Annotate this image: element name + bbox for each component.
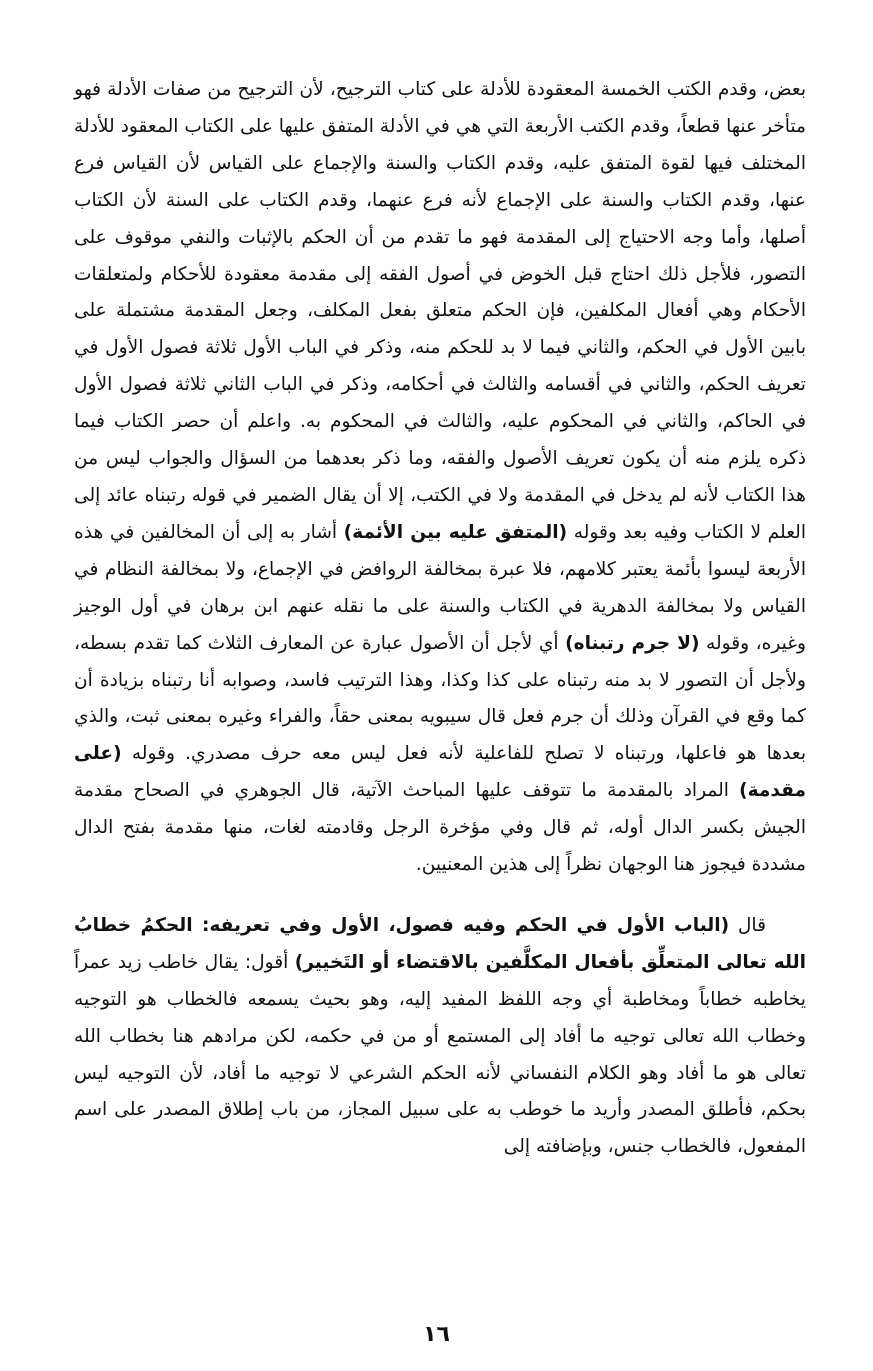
quoted-text-segment: (على مقدمة) bbox=[74, 743, 806, 802]
paragraph-commentary bbox=[74, 72, 806, 884]
text-segment: قال bbox=[729, 914, 766, 936]
text-segment: أي لأجل أن الأصول عبارة عن المعارف الثلاث كما تقدم بسطه، ولأجل أن التصور لا بد منه رتبناه على كذا وكذا، وهذا الترتيب فاسد، وصوابه أنا رتبناه بزيادة أن كما وقع في القرآن وذلك أن جرم فعل قال سيبويه بمعنى حقاً، والفراء وغيره بمعنى ثبت، والذي بعدها هو فاعلها، ورتبناه لا تصلح للفاعلية لأنه فعل ليس معه حرف مصدري. وقوله bbox=[74, 632, 806, 765]
quoted-text-segment: (الباب الأول في الحكم وفيه فصول، الأول وفي تعريفه: الحكمُ خطابُ الله تعالى المتعلِّق بأفعال المكلَّفين بالاقتضاء أو التَخيير) bbox=[74, 914, 806, 973]
paragraph-chapter-one bbox=[74, 908, 806, 1166]
text-segment: بعض، وقدم الكتب الخمسة المعقودة للأدلة على كتاب الترجيح، لأن الترجيح من صفات الأدلة فهو متأخر عنها قطعاً، وقدم الكتب الأربعة التي هي في الأدلة المتفق عليها على الكتاب المعقود للأدلة المختلف فيها لقوة المتفق عليه، وقدم الكتاب والسنة والإجماع على القياس لأن القياس فرع عنها، وقدم الكتاب والسنة على الإجماع لأنه فرع عنهما، وقدم الكتاب على السنة لأن الكتاب أصلها، وأما وجه الاحتياج إلى المقدمة فهو ما تقدم من أن الحكم بالإثبات والنفي موقوف على التصور، فلأجل ذلك احتاج قبل الخوض في أصول الفقه إلى مقدمة معقودة للأحكام ولمتعلقات الأحكام وهي أفعال المكلفين، فإن الحكم متعلق بفعل المكلف، وجعل المقدمة مشتملة على بابين الأول في الحكم، والثاني فيما لا بد للحكم منه، وذكر في الباب الأول ثلاثة فصول الأول في تعريف الحكم، والثاني في أقسامه والثالث في أحكامه، وذكر في الباب الثاني ثلاثة فصول الأول في الحاكم، والثاني في المحكوم عليه، والثالث في المحكوم به. واعلم أن حصر الكتاب فيما ذكره يلزم منه أن يكون تعريف الأصول والفقه، وما ذكر بعدهما من السؤال والجواب ليس من هذا الكتاب لأنه لم يدخل في المقدمة ولا في الكتب، إلا أن يقال الضمير في قوله رتبناه عائد إلى العلم لا الكتاب وفيه بعد وقوله bbox=[74, 79, 806, 543]
text-segment: المراد بالمقدمة ما تتوقف عليها المباحث الآتية، قال الجوهري في الصحاح مقدمة الجيش بكسر الدال أوله، ثم قال وفي مؤخرة الرجل وقادمته لغات، منها مقدمة بفتح الدال مشددة فيجوز هنا الوجهان نظراً إلى هذين المعنيين. bbox=[74, 780, 806, 876]
quoted-text-segment: (لا جرم رتبناه) bbox=[565, 632, 700, 654]
text-segment: أشار به إلى أن المخالفين في هذه الأربعة ليسوا بأئمة يعتبر كلامهم، فلا عبرة بمخالفة الروافض في الإجماع، ولا بمخالفة النظام في القياس ولا بمخالفة الدهرية في الكتاب والسنة على ما نقله عنهم ابن برهان في أول الوجيز وغيره، وقوله bbox=[74, 521, 806, 654]
quoted-text-segment: (المتفق عليه بين الأئمة) bbox=[343, 521, 568, 543]
text-segment: أقول: يقال خاطب زيد عمراً يخاطبه خطاباً ومخاطبة أي وجه اللفظ المفيد إليه، وهو بحيث يسمعه فالخطاب هو التوجيه وخطاب الله تعالى توجيه ما أفاد إلى المستمع أو من في حكمه، لكن مرادهم هنا بخطاب الله تعالى هو ما أفاد وهو الكلام النفساني لأنه الحكم الشرعي لا توجيه ما أفاد، لأن التوجيه ليس بحكم، فأطلق المصدر وأريد ما خوطب به على سبيل المجاز، من باب إطلاق المصدر على اسم المفعول، فالخطاب جنس، وبإضافته إلى bbox=[74, 951, 806, 1158]
page-text-area bbox=[74, 72, 806, 1166]
page-number: ١٦ bbox=[423, 1322, 450, 1347]
